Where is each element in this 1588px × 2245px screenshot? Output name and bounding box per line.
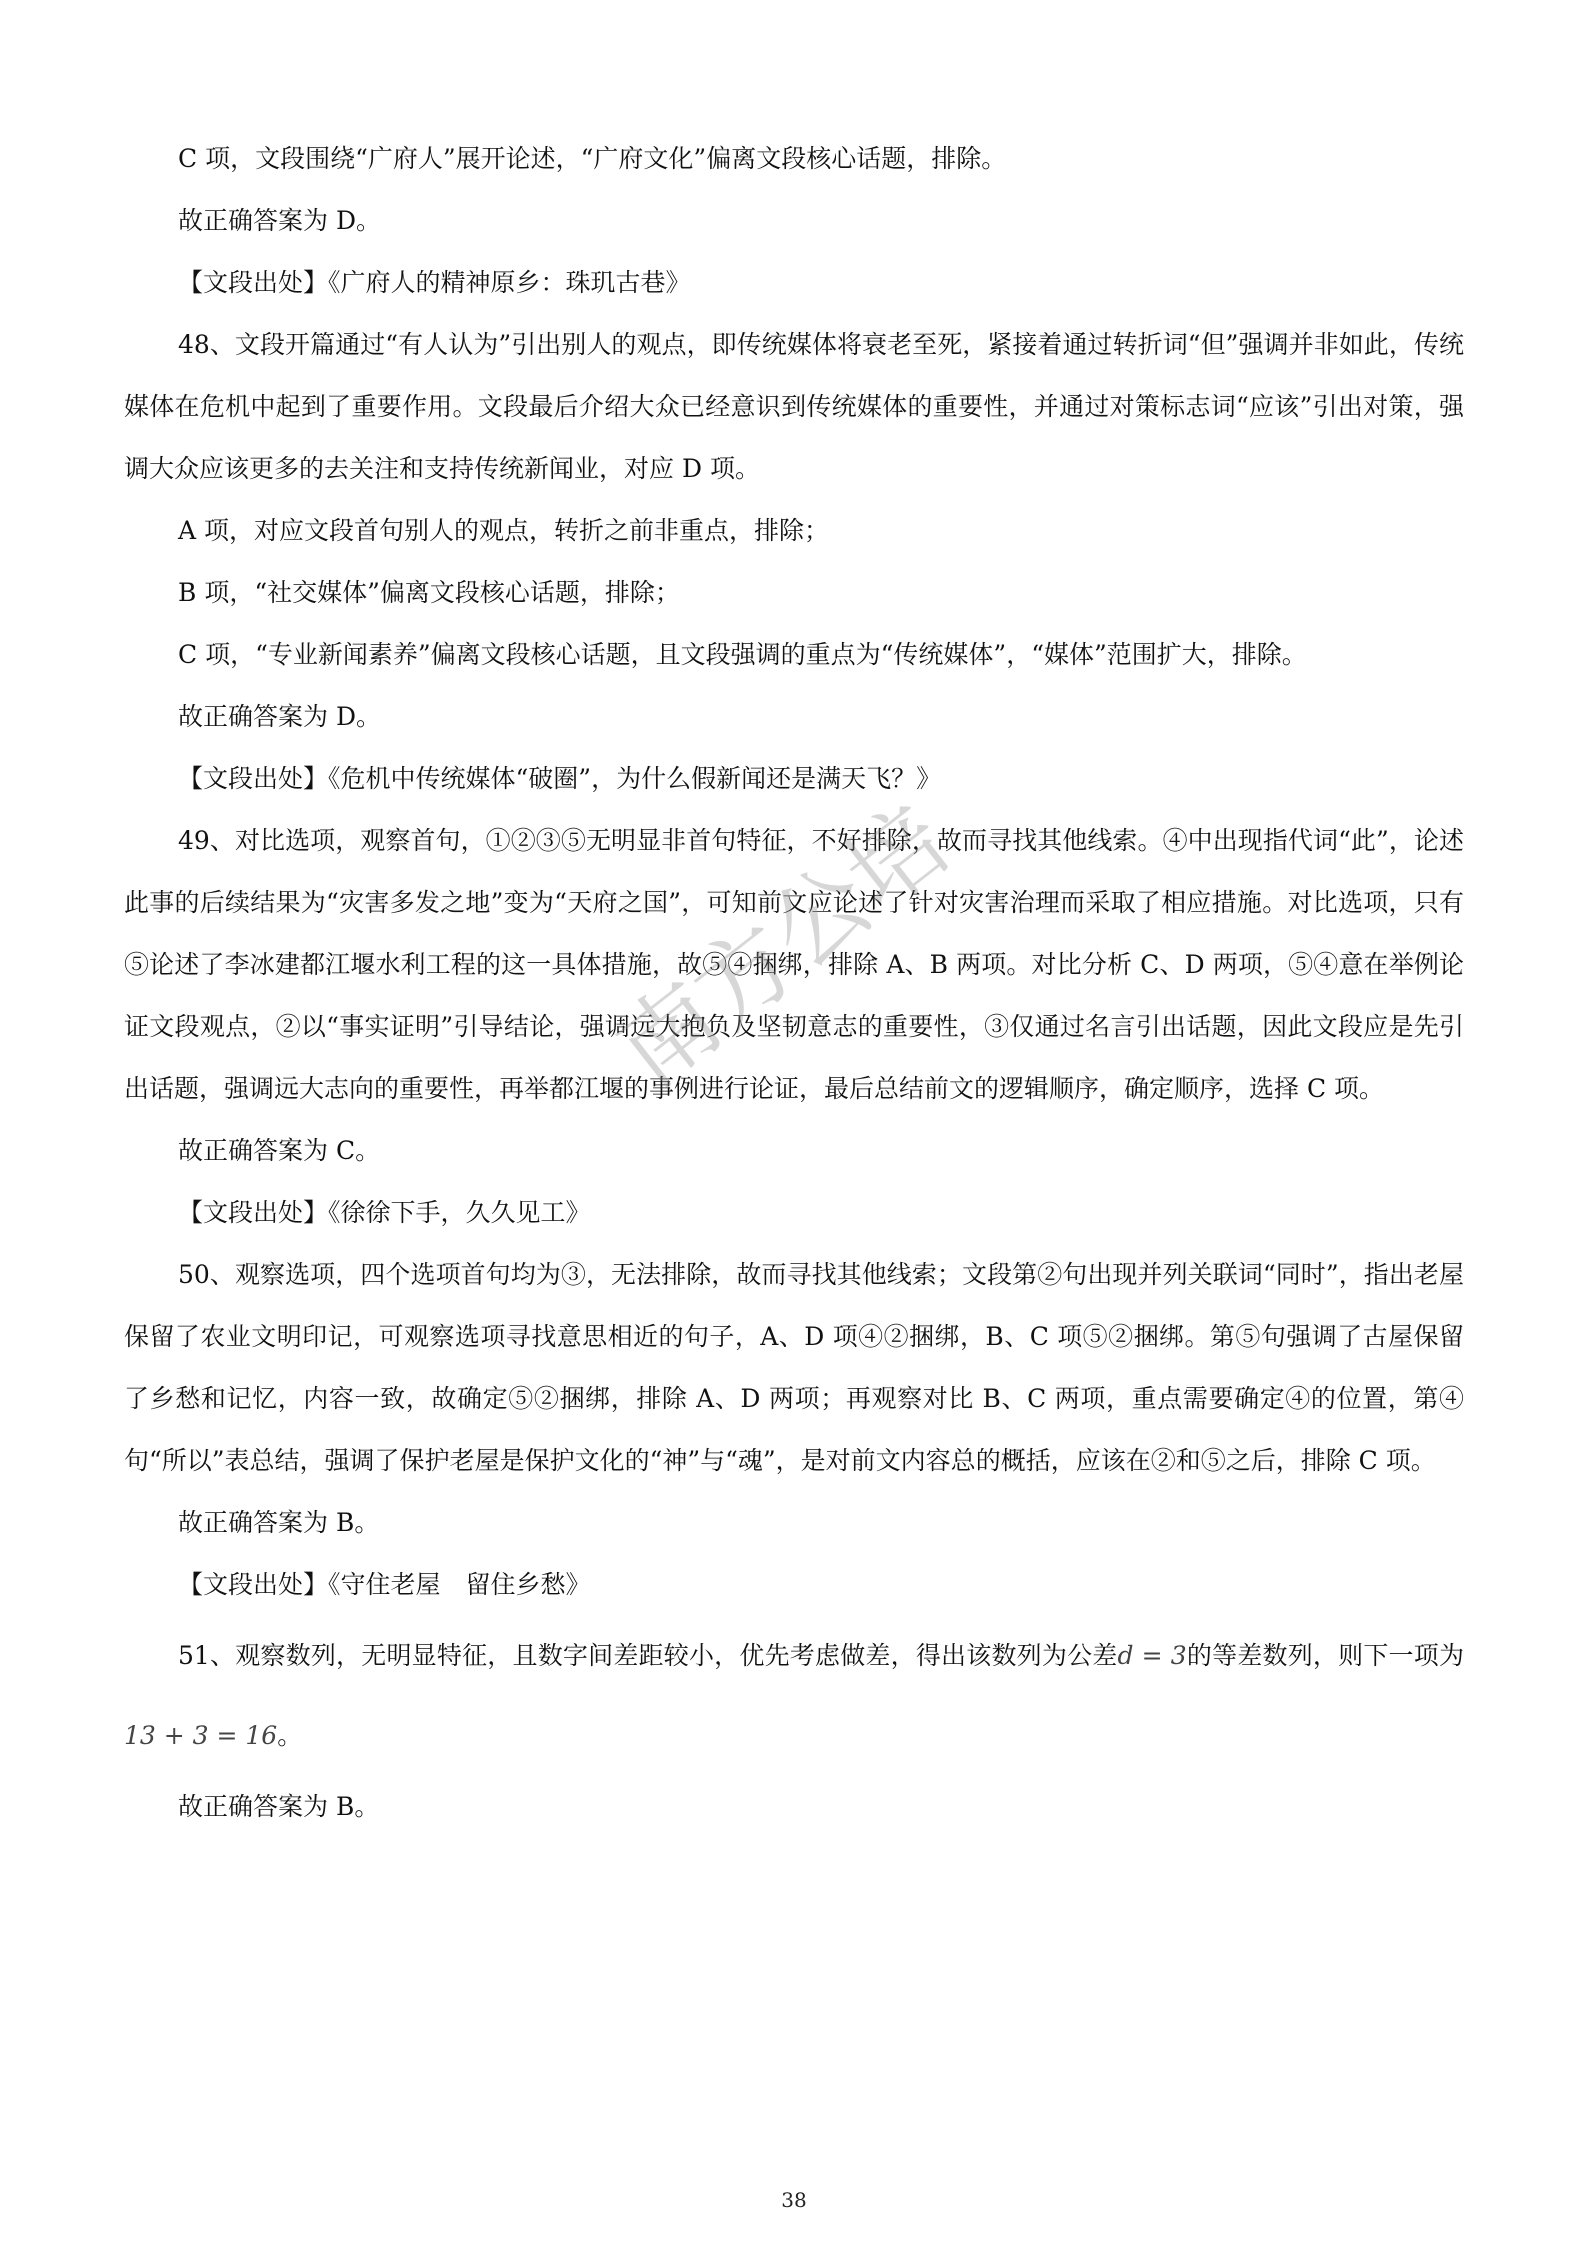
document-body <box>124 128 1464 1838</box>
paragraph: B 项，“社交媒体”偏离文段核心话题，排除； <box>178 578 680 607</box>
answer-line: 故正确答案为 D。 <box>178 702 381 731</box>
paragraph: C 项，“专业新闻素养”偏离文段核心话题，且文段强调的重点为“传统媒体”，“媒体”范围扩大，排除。 <box>178 640 1307 669</box>
paragraph-with-math <box>124 1616 1464 1776</box>
source-line: 【文段出处】《守住老屋 留住乡愁》 <box>178 1570 591 1599</box>
answer-line: 故正确答案为 B。 <box>178 1508 380 1537</box>
text-segment: 51、观察数列，无明显特征，且数字间差距较小，优先考虑做差，得出该数列为公差 <box>178 1641 1118 1670</box>
watermark: 南方公培 <box>597 784 969 1110</box>
paragraph: C 项，文段围绕“广府人”展开论述，“广府文化”偏离文段核心话题，排除。 <box>178 144 1007 173</box>
page-number: 38 <box>781 2188 807 2212</box>
source-line: 【文段出处】《徐徐下手，久久见工》 <box>178 1198 591 1227</box>
source-line: 【文段出处】《危机中传统媒体“破圈”，为什么假新闻还是满天飞？》 <box>178 764 942 793</box>
math-formula: d = 3 <box>1117 1641 1187 1670</box>
paragraph: A 项，对应文段首句别人的观点，转折之前非重点，排除； <box>178 516 830 545</box>
math-formula: 13 + 3 = 16 <box>124 1721 278 1750</box>
text-segment: 的等差数列，则下一项为 <box>1186 1641 1464 1670</box>
source-line: 【文段出处】《广府人的精神原乡：珠玑古巷》 <box>178 268 691 297</box>
answer-line: 故正确答案为 B。 <box>178 1792 380 1821</box>
paragraph: 50、观察选项，四个选项首句均为③，无法排除，故而寻找其他线索；文段第②句出现并列关联词“同时”，指出老屋保留了农业文明印记，可观察选项寻找意思相近的句子，A、D 项④②捆绑，B、C 项⑤②捆绑。第⑤句强调了古屋保留了乡愁和记忆，内容一致，故确定⑤②捆绑，排除 A、D 两项；再观察对比 B、C 两项，重点需要确定④的位置，第④句“所以”表总结，强调了保护老屋是保护文化的“神”与“魂”，是对前文内容总的概括，应该在②和⑤之后，排除 C 项。 <box>124 1260 1464 1475</box>
paragraph: 49、对比选项，观察首句，①②③⑤无明显非首句特征，不好排除，故而寻找其他线索。④中出现指代词“此”，论述此事的后续结果为“灾害多发之地”变为“天府之国”，可知前文应论述了针对灾害治理而采取了相应措施。对比选项，只有⑤论述了李冰建都江堰水利工程的这一具体措施，故⑤④捆绑，排除 A、B 两项。对比分析 C、D 两项，⑤④意在举例论证文段观点，②以“事实证明”引导结论，强调远大抱负及坚韧意志的重要性，③仅通过名言引出话题，因此文段应是先引出话题，强调远大志向的重要性，再举都江堰的事例进行论证，最后总结前文的逻辑顺序，确定顺序，选择 C 项。 <box>124 826 1464 1103</box>
answer-line: 故正确答案为 D。 <box>178 206 381 235</box>
answer-line: 故正确答案为 C。 <box>178 1136 381 1165</box>
text-segment: 。 <box>277 1721 303 1750</box>
paragraph: 48、文段开篇通过“有人认为”引出别人的观点，即传统媒体将衰老至死，紧接着通过转折词“但”强调并非如此，传统媒体在危机中起到了重要作用。文段最后介绍大众已经意识到传统媒体的重要性，并通过对策标志词“应该”引出对策，强调大众应该更多的去关注和支持传统新闻业，对应 D 项。 <box>124 330 1464 483</box>
